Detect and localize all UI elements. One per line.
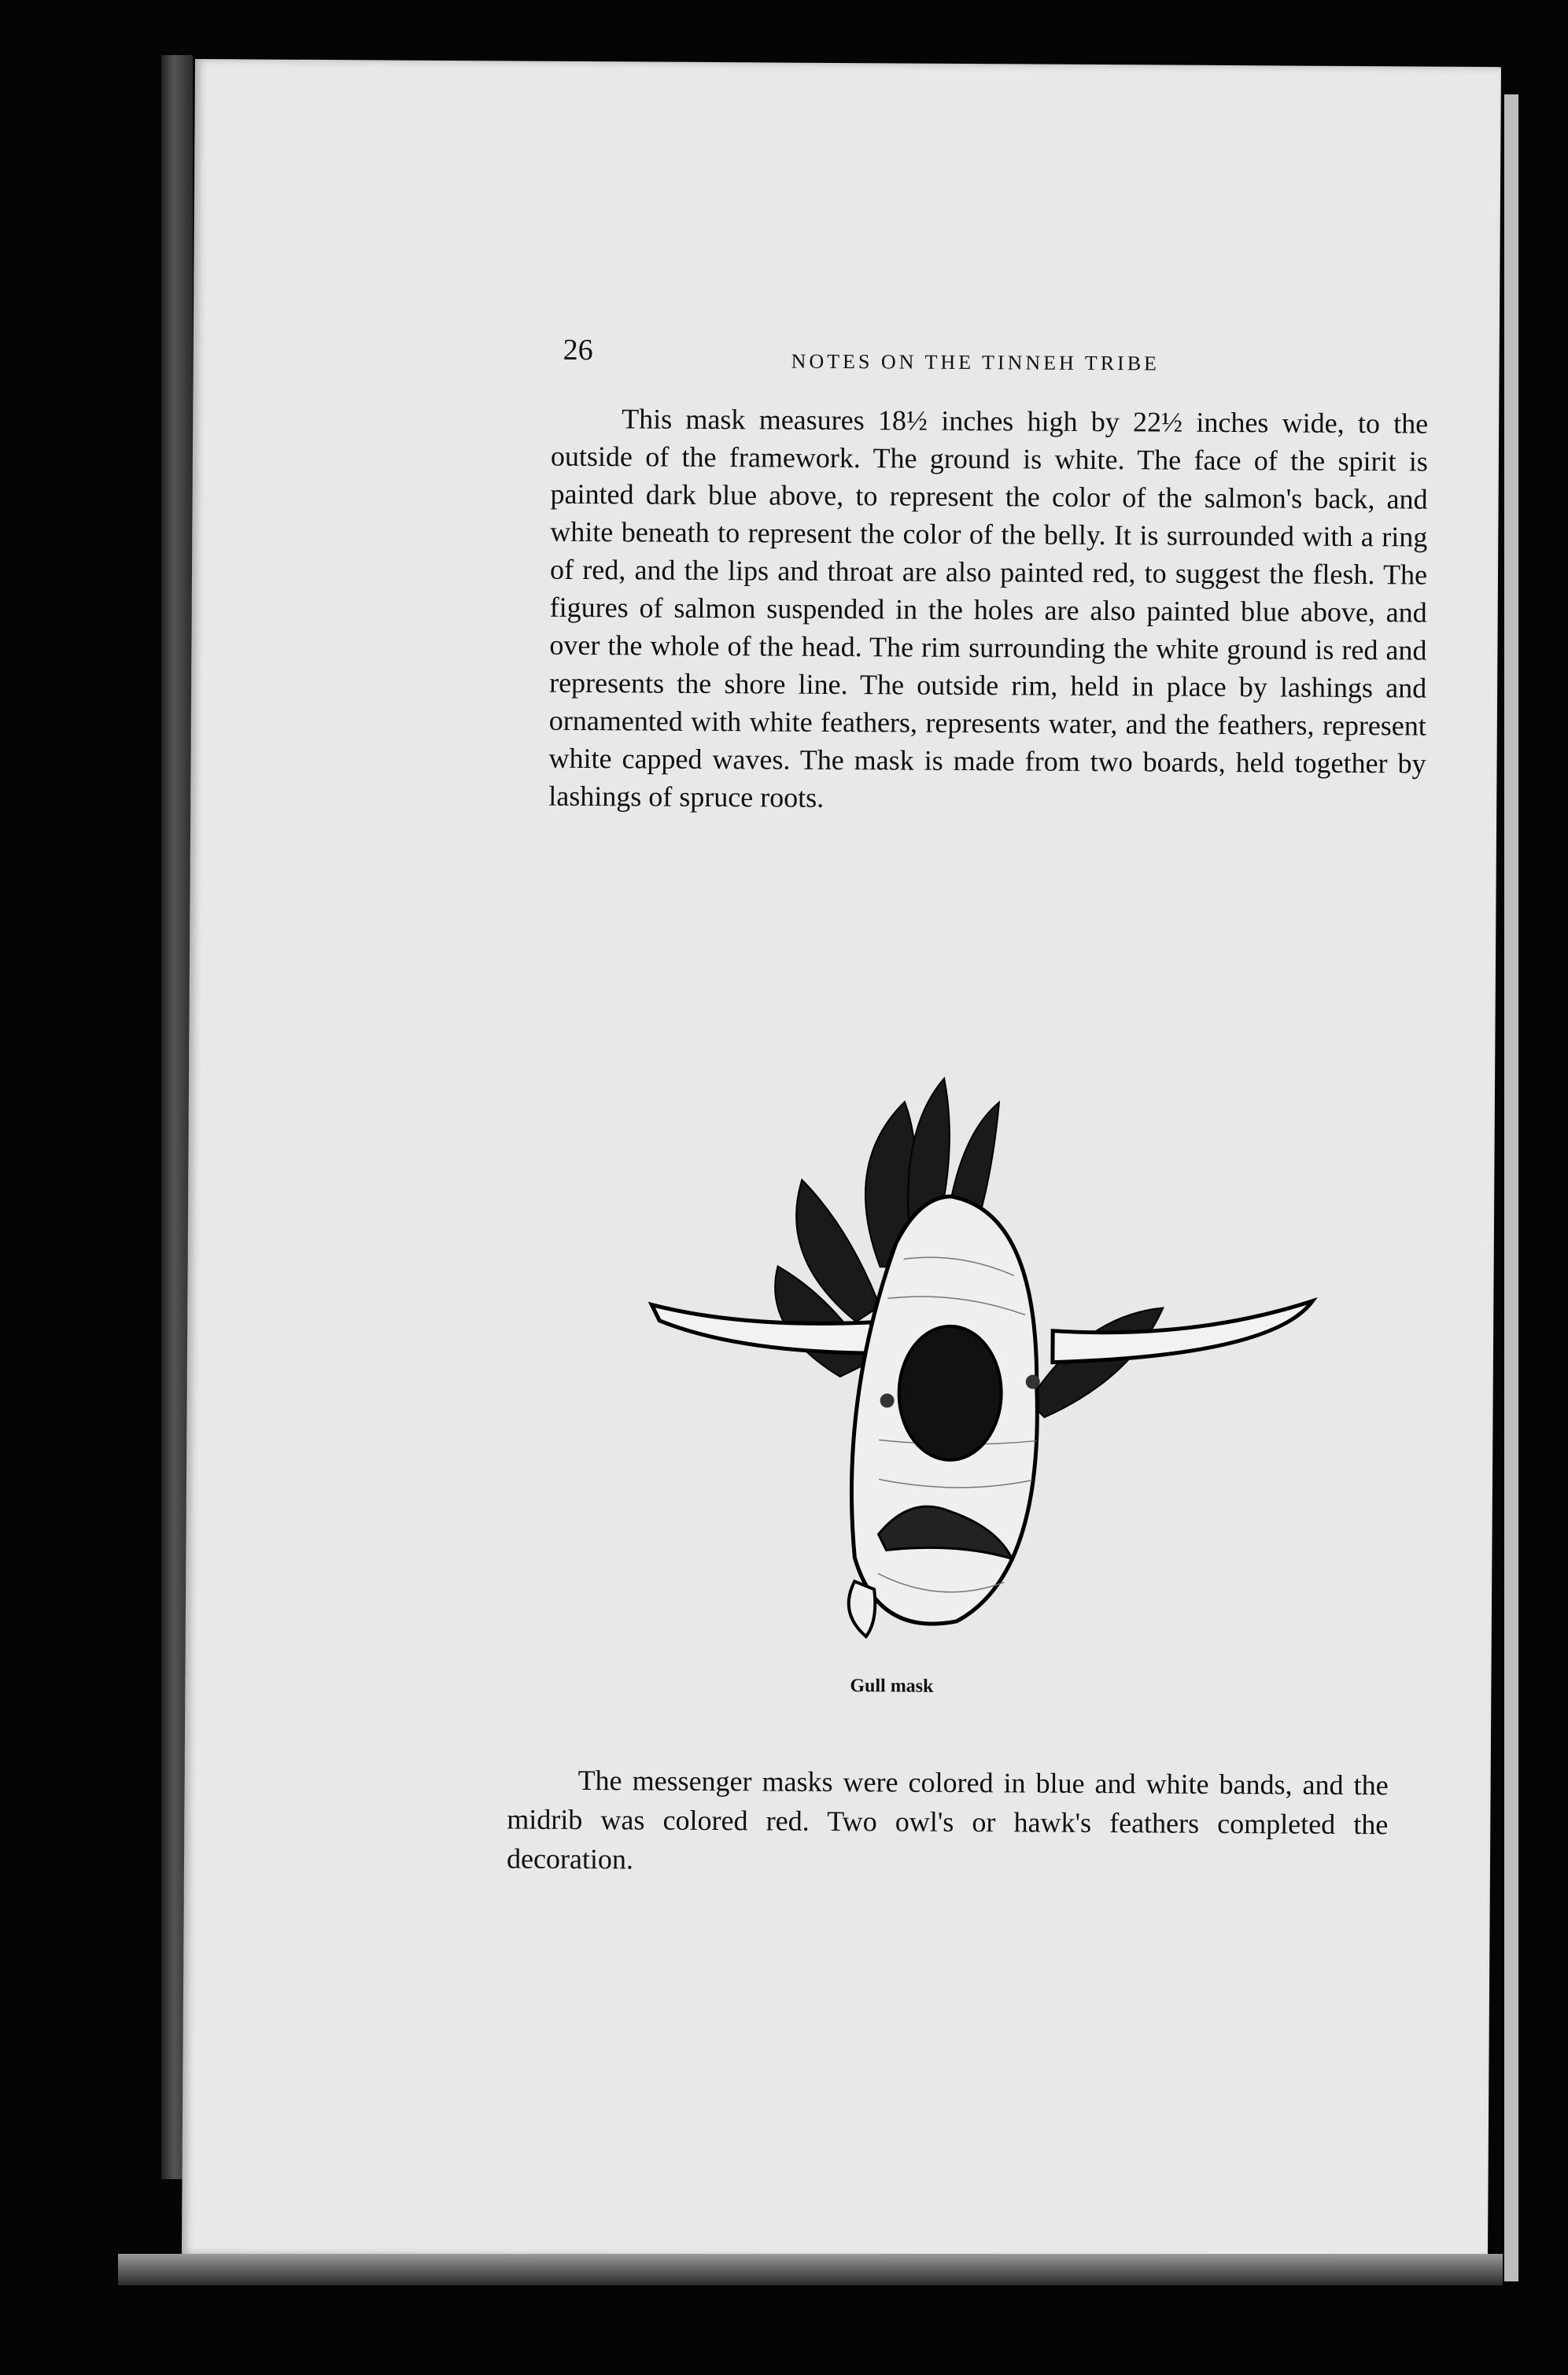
running-title: NOTES ON THE TINNEH TRIBE <box>791 349 1160 375</box>
mask-chin-tab <box>848 1581 875 1636</box>
mask-eye-right <box>1026 1374 1040 1388</box>
paragraph-2-text: The messenger masks were colored in blue and white bands, and the midrib was colored red. Two owl's or hawk's feathers completed the decoration. <box>506 1765 1389 1875</box>
gull-mask-illustration <box>642 1069 1323 1671</box>
mask-eye-left <box>880 1393 895 1407</box>
scan-background-right <box>1518 0 1568 2375</box>
paragraph-1-text: This mask measures 18½ inches high by 22½ inches wide, to the outside of the framework. The ground is white. The face of the spirit is painted dark blue above, to represent the color of the salmon's back, and white beneath to represent the color of the belly. It is surrounded with a ring of red, and the lips and throat are also painted red, to suggest the flesh. The figures of salmon suspended in the holes are also painted blue above, and over the whole of the head. The rim surrounding the white ground is red and represents the shore line. The outside rim, held in place by lashings and ornamented with white feathers, represents water, and the feathers, represent white capped waves. The mask is made from two boards, held together by lashings of spruce roots. <box>548 403 1429 813</box>
paragraph-messenger-masks <box>507 1760 1389 1883</box>
page-number: 26 <box>563 333 593 367</box>
book-page <box>182 59 1501 2262</box>
paragraph-mask-description <box>548 400 1428 821</box>
feather-side-right <box>1028 1307 1163 1418</box>
mask-arm-right <box>1053 1300 1312 1364</box>
mask-face <box>898 1326 1002 1460</box>
page-right-edge <box>1504 94 1518 2281</box>
figure-caption: Gull mask <box>850 1676 934 1697</box>
page-bottom-edge <box>118 2254 1503 2285</box>
